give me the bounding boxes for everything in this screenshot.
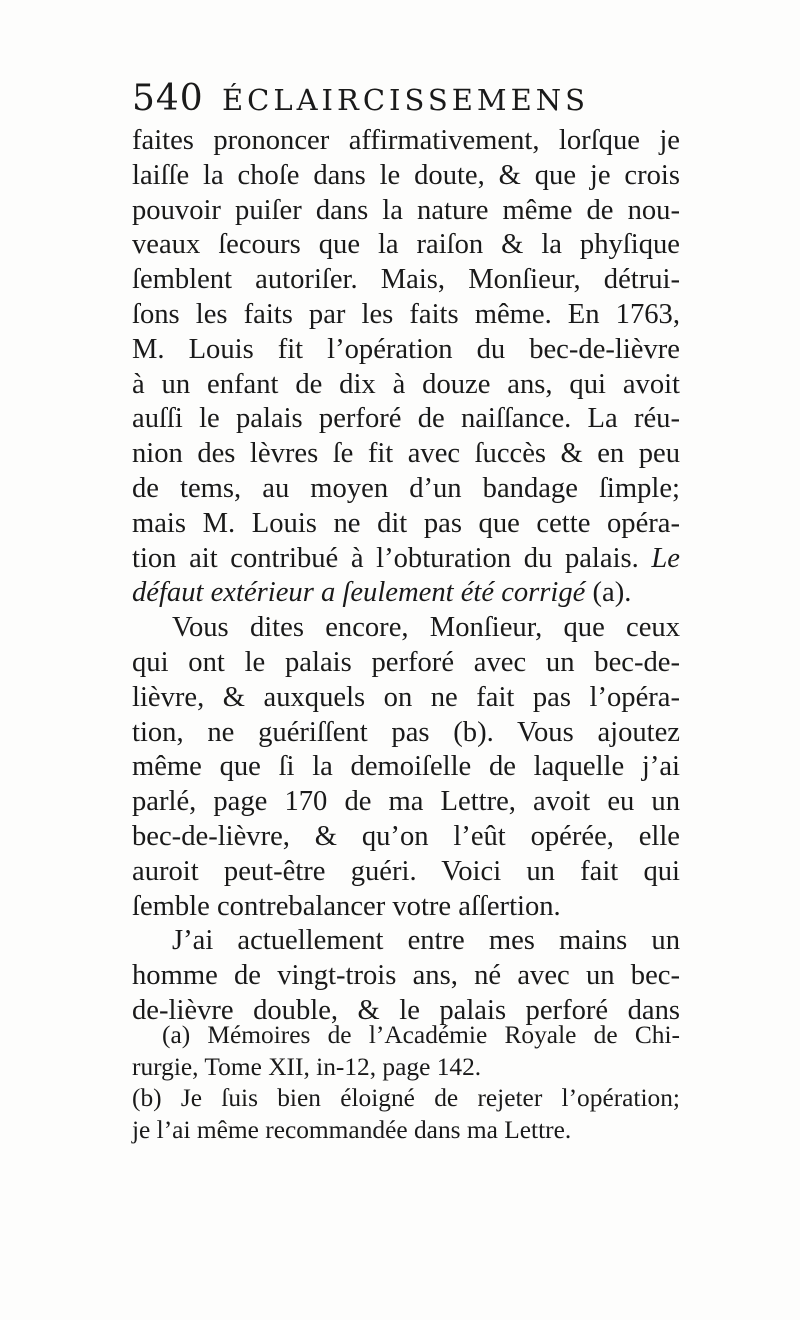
text-line: laiſſe la choſe dans le doute, & que je crois bbox=[132, 159, 680, 191]
text-line: ſemblent autoriſer. Mais, Monſieur, détrui- bbox=[132, 264, 680, 296]
text-line: qui ont le palais perforé avec un bec-de- bbox=[132, 646, 680, 678]
text-line: ſemble contrebalancer votre aſſertion. bbox=[132, 890, 561, 922]
text-line: auſſi le palais perforé de naiſſance. La réu- bbox=[132, 403, 680, 435]
footnote-line: (a) Mémoires de l’Académie Royale de Chi- bbox=[162, 1021, 680, 1049]
footnotes bbox=[132, 1020, 680, 1146]
text-line: lièvre, & auxquels on ne fait pas l’opéra- bbox=[132, 681, 680, 713]
text-line: nion des lèvres ſe fit avec ſuccès & en peu bbox=[132, 438, 680, 470]
text-segment: Vous ajoutez bbox=[517, 716, 680, 748]
text-line-with-ref bbox=[132, 716, 680, 751]
text-line-with-italic bbox=[132, 542, 680, 577]
footnote-line: je l’ai même recommandée dans ma Lettre. bbox=[132, 1115, 572, 1144]
running-title: ÉCLAIRCISSEMENS bbox=[222, 83, 589, 117]
italic-segment: Le bbox=[651, 542, 680, 574]
text-line: Vous dites encore, Monſieur, que ceux bbox=[172, 612, 680, 644]
text-line: de tems, au moyen d’un bandage ſimple; bbox=[132, 472, 680, 504]
italic-segment: défaut extérieur a ſeulement été corrigé bbox=[132, 577, 586, 609]
text-line: homme de vingt-trois ans, né avec un bec- bbox=[132, 960, 680, 992]
text-line: même que ſi la demoiſelle de laquelle j’ai bbox=[132, 751, 680, 783]
page-number: 540 bbox=[132, 78, 204, 119]
text-line: J’ai actuellement entre mes mains un bbox=[172, 925, 680, 957]
footnote-ref-a: (a). bbox=[592, 577, 632, 609]
text-line: parlé, page 170 de ma Lettre, avoit eu un bbox=[132, 786, 680, 818]
text-line: pouvoir puiſer dans la nature même de nou- bbox=[132, 194, 680, 226]
text-line: mais M. Louis ne dit pas que cette opéra- bbox=[132, 507, 680, 539]
text-line: bec-de-lièvre, & qu’on l’eût opérée, elle bbox=[132, 820, 680, 852]
text-line: M. Louis fit l’opération du bec-de-lièvre bbox=[132, 333, 680, 365]
text-line: de-lièvre double, & le palais perforé dans bbox=[132, 994, 680, 1026]
text-line: auroit peut-être guéri. Voici un fait qui bbox=[132, 855, 680, 887]
footnote-line: (b) Je ſuis bien éloigné de rejeter l’opération; bbox=[132, 1084, 680, 1112]
main-text bbox=[132, 124, 680, 1029]
text-segment: tion, ne guériſſent pas bbox=[132, 716, 430, 748]
text-line: veaux ſecours que la raiſon & la phyſique bbox=[132, 229, 680, 261]
footnote-line: rurgie, Tome XII, in-12, page 142. bbox=[132, 1052, 482, 1081]
footnote-ref-b: (b). bbox=[453, 716, 494, 748]
text-line: à un enfant de dix à douze ans, qui avoit bbox=[132, 368, 680, 400]
text-segment: tion ait contribué à l’obturation du palais. bbox=[132, 542, 639, 574]
text-line-italic bbox=[132, 576, 680, 611]
text-line: faites prononcer affirmativement, lorſque je bbox=[132, 125, 680, 156]
text-line: ſons les faits par les faits même. En 1763, bbox=[132, 298, 680, 330]
running-header bbox=[132, 78, 692, 128]
